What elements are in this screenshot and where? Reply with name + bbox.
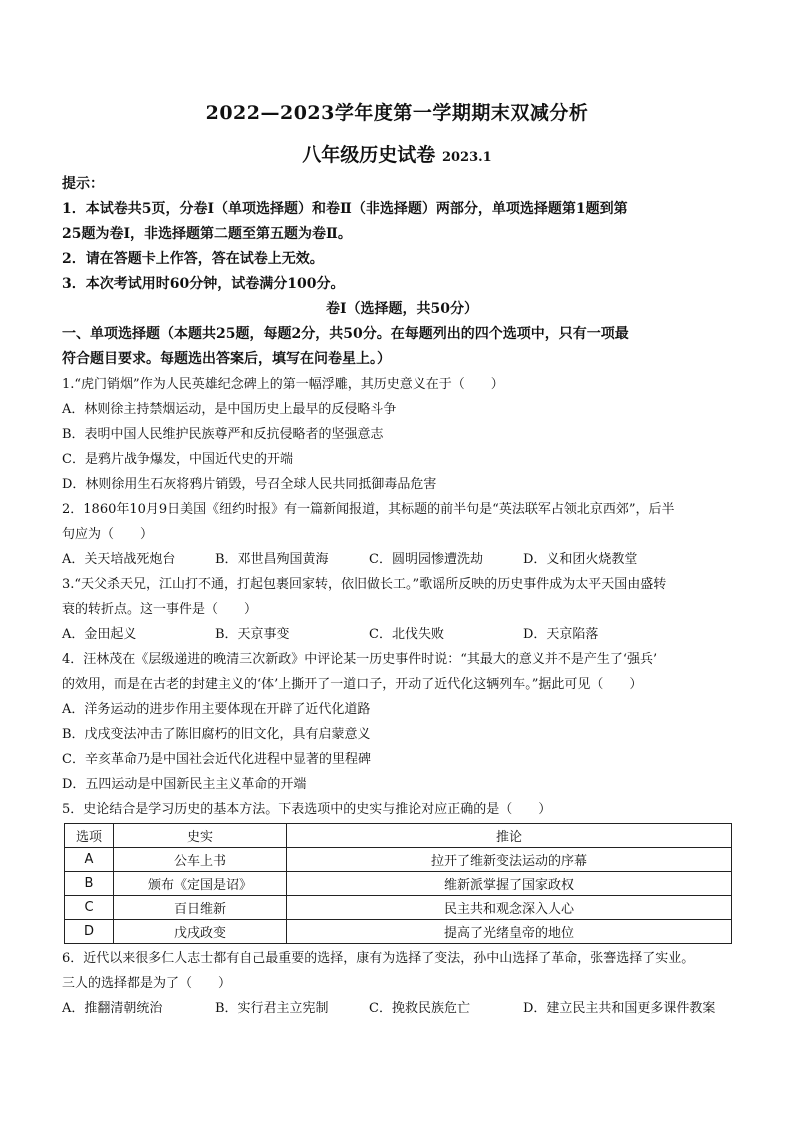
question-1-option-a: A．林则徐主持禁烟运动，是中国历史上最早的反侵略斗争 [62,402,397,417]
question-2-option-b: B．邓世昌殉国黄海 [215,552,329,567]
question-2-option-c: C．圆明园惨遭洗劫 [369,552,483,567]
question-3-option-a: A．金田起义 [62,627,137,642]
exam-subtitle [0,140,794,167]
table-cell: C [65,896,114,920]
question-2-options [62,547,742,572]
table-row [65,848,732,872]
question-3-stem: 3.“天父杀天兄，江山打不通，打起包裹回家转，依旧做长工。”歌谣所反映的历史事件成为太平天国由盛转 [62,577,667,592]
exam-title: 2022—2023学年度第一学期期末双减分析 [205,102,589,124]
subtitle-text: 八年级历史试卷 [302,144,436,166]
question-4-stem: 的效用，而是在古老的封建主义的‘体’上撕开了一道口子，开动了近代化这辆列车。”据此可见（ ） [62,677,643,692]
table-row [65,896,732,920]
table-row [65,920,732,944]
tip-line: 25题为卷Ⅰ，非选择题第二题至第五题为卷Ⅱ。 [62,226,352,242]
question-2-stem: 2．1860年10月9日美国《纽约时报》有一篇新闻报道，其标题的前半句是“英法联军占领北京西郊”，后半 [62,502,675,517]
question-6-option-b: B．实行君主立宪制 [215,1001,329,1016]
table-header-row [65,824,732,848]
question-2-option-d: D．义和团火烧教堂 [523,552,638,567]
question-6-option-c: C．挽救民族危亡 [369,1001,470,1016]
table-cell: A [65,848,114,872]
question-4-option-c: C．辛亥革命乃是中国社会近代化进程中显著的里程碑 [62,752,371,767]
table-cell: D [65,920,114,944]
table-cell: 拉开了维新变法运动的序幕 [287,848,732,872]
table-cell: 戊戌政变 [114,920,287,944]
question-3-option-c: C．北伐失败 [369,627,444,642]
exam-body [62,172,742,1021]
table-header: 选项 [65,824,114,848]
section-instructions: 符合题目要求。每题选出答案后，填写在问卷星上。） [62,351,391,367]
question-1-option-d: D．林则徐用生石灰将鸦片销毁，号召全球人民共同抵御毒品危害 [62,477,437,492]
question-6-options [62,996,742,1021]
question-6-option-d: D．建立民主共和国更多课件教案 [523,1001,716,1016]
tip-line: 3．本次考试用时60分钟，试卷满分100分。 [62,276,345,292]
question-4-option-b: B．戊戌变法冲击了陈旧腐朽的旧文化，具有启蒙意义 [62,727,371,742]
table-cell: 公车上书 [114,848,287,872]
tip-line: 1．本试卷共5页，分卷Ⅰ（单项选择题）和卷Ⅱ（非选择题）两部分，单项选择题第1题到第 [62,201,628,217]
table-cell: 提高了光绪皇帝的地位 [287,920,732,944]
table-row [65,872,732,896]
table-cell: 颁布《定国是诏》 [114,872,287,896]
table-cell: 百日维新 [114,896,287,920]
question-4-option-d: D．五四运动是中国新民主主义革命的开端 [62,777,307,792]
tip-line: 2．请在答题卡上作答，答在试卷上无效。 [62,251,324,267]
table-cell: B [65,872,114,896]
question-1-option-c: C．是鸦片战争爆发，中国近代史的开端 [62,452,293,467]
question-4-stem: 4．汪林茂在《层级递进的晚清三次新政》中评论某一历史事件时说：“其最大的意义并不是产生了‘强兵’ [62,652,658,667]
question-2-stem: 句应为（ ） [62,527,154,542]
question-6-option-a: A．推翻清朝统治 [62,1001,163,1016]
table-cell: 民主共和观念深入人心 [287,896,732,920]
question-3-stem: 衰的转折点。这一事件是（ ） [62,602,258,617]
question-6-stem: 6．近代以来很多仁人志士都有自己最重要的选择，康有为选择了变法，孙中山选择了革命，张謇选择了实业。 [62,951,695,966]
question-5-stem: 5．史论结合是学习历史的基本方法。下表选项中的史实与推论对应正确的是（ ） [62,802,552,817]
section-title: 卷Ⅰ（选择题，共50分） [325,301,479,317]
exam-date: 2023.1 [441,150,492,165]
question-3-option-b: B．天京事变 [215,627,290,642]
tips-label: 提示： [62,176,104,192]
question-6-stem: 三人的选择都是为了（ ） [62,976,232,991]
question-3-options [62,622,742,647]
section-instructions: 一、单项选择题（本题共25题，每题2分，共50分。在每题列出的四个选项中，只有一项最 [62,326,629,342]
table-cell: 维新派掌握了国家政权 [287,872,732,896]
question-5-table [64,823,732,944]
question-3-option-d: D．天京陷落 [523,627,599,642]
question-2-option-a: A．关天培战死炮台 [62,552,176,567]
question-1-option-b: B．表明中国人民维护民族尊严和反抗侵略者的坚强意志 [62,427,384,442]
table-header: 史实 [114,824,287,848]
question-1-stem: 1.“虎门销烟”作为人民英雄纪念碑上的第一幅浮雕，其历史意义在于（ ） [62,377,504,392]
table-header: 推论 [287,824,732,848]
question-4-option-a: A．洋务运动的进步作用主要体现在开辟了近代化道路 [62,702,371,717]
